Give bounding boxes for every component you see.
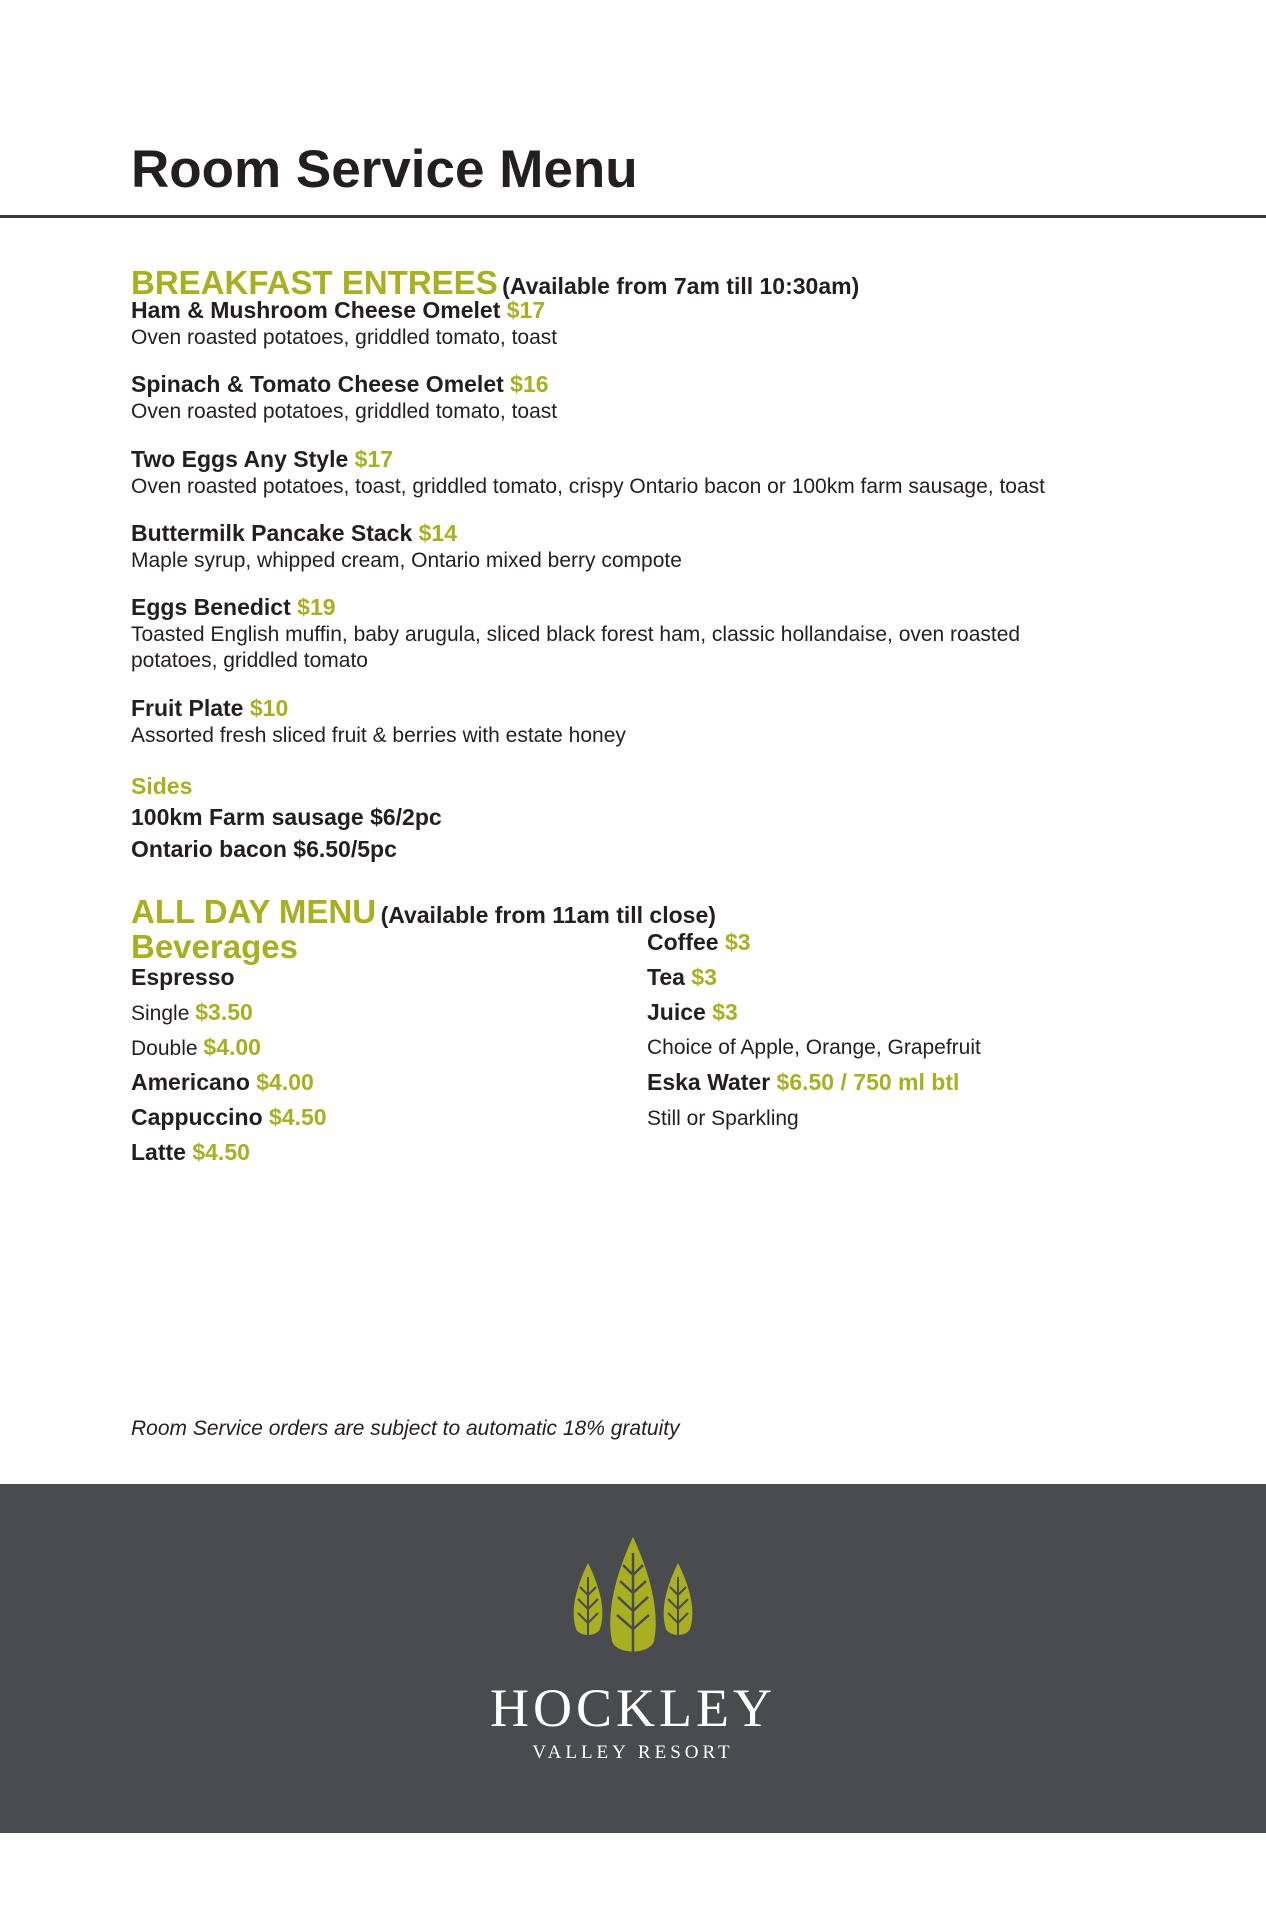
- beverage-item: Coffee $3: [647, 929, 751, 955]
- title-divider: [0, 215, 1266, 218]
- menu-item-price: $14: [418, 520, 458, 546]
- beverage-item: Tea $3: [647, 964, 717, 990]
- menu-item-name: Buttermilk Pancake Stack $14: [131, 520, 458, 546]
- breakfast-title: BREAKFAST ENTREES: [131, 264, 498, 301]
- side-item: 100km Farm sausage $6/2pc: [131, 804, 442, 830]
- all-day-availability: (Available from 11am till close): [380, 902, 716, 928]
- beverages-heading: Beverages: [131, 928, 298, 965]
- beverage-item: Americano $4.00: [131, 1069, 314, 1095]
- water-note: Still or Sparkling: [647, 1107, 799, 1130]
- brand-name: HOCKLEY: [490, 1678, 776, 1738]
- menu-item: [131, 520, 1131, 574]
- beverage-price: $4.00: [203, 1034, 261, 1060]
- juice-note: Choice of Apple, Orange, Grapefruit: [647, 1036, 981, 1059]
- menu-item-description: Assorted fresh sliced fruit & berries with estate honey: [131, 724, 626, 747]
- menu-item-name: Fruit Plate $10: [131, 695, 289, 721]
- menu-item-name: Two Eggs Any Style $17: [131, 446, 394, 472]
- menu-item: [131, 297, 1131, 351]
- menu-item-name: Eggs Benedict $19: [131, 594, 336, 620]
- menu-item-description: Oven roasted potatoes, griddled tomato, toast: [131, 326, 558, 349]
- menu-item-price: $10: [249, 695, 289, 721]
- beverage-price: $3.50: [195, 999, 253, 1025]
- beverage-item: Double $4.00: [131, 1034, 261, 1060]
- beverage-price: $4.50: [269, 1104, 327, 1130]
- beverage-price: $4.50: [192, 1139, 250, 1165]
- menu-item-price: $19: [297, 594, 336, 620]
- menu-item: [131, 594, 1091, 674]
- beverage-item: Latte $4.50: [131, 1139, 250, 1165]
- menu-item-description: Maple syrup, whipped cream, Ontario mixed berry compote: [131, 549, 682, 572]
- beverage-price: $3: [712, 999, 738, 1025]
- page-title: Room Service Menu: [131, 140, 638, 199]
- beverage-item: Single $3.50: [131, 999, 253, 1025]
- menu-item-name: Spinach & Tomato Cheese Omelet $16: [131, 371, 549, 397]
- menu-item: [131, 446, 1131, 500]
- menu-item-name: Ham & Mushroom Cheese Omelet $17: [131, 297, 546, 323]
- beverage-price: $3: [724, 929, 751, 955]
- beverage-item: Cappuccino $4.50: [131, 1104, 327, 1130]
- menu-item-price: $17: [354, 446, 394, 472]
- menu-item-price: $16: [510, 371, 549, 397]
- menu-item: [131, 371, 1131, 425]
- espresso-label: Espresso: [131, 964, 235, 990]
- beverage-price: $6.50 / 750 ml btl: [776, 1069, 960, 1095]
- menu-item-description: Toasted English muffin, baby arugula, sliced black forest ham, classic hollandaise, oven roasted potatoes, griddled tomato: [131, 623, 1021, 672]
- all-day-heading: [131, 895, 716, 928]
- menu-item-price: $17: [506, 297, 546, 323]
- three-trees-icon: [566, 1537, 700, 1663]
- sides-heading: Sides: [131, 773, 193, 799]
- beverage-price: $3: [691, 964, 717, 990]
- menu-item-description: Oven roasted potatoes, griddled tomato, toast: [131, 400, 558, 423]
- breakfast-availability: (Available from 7am till 10:30am): [502, 273, 860, 299]
- gratuity-note: Room Service orders are subject to automatic 18% gratuity: [131, 1417, 680, 1440]
- beverage-item: Eska Water $6.50 / 750 ml btl: [647, 1069, 960, 1095]
- all-day-title: ALL DAY MENU: [131, 893, 377, 930]
- breakfast-heading: [131, 266, 859, 299]
- side-item: Ontario bacon $6.50/5pc: [131, 836, 397, 862]
- beverage-price: $4.00: [256, 1069, 314, 1095]
- brand-tagline: VALLEY RESORT: [532, 1742, 734, 1763]
- menu-item: [131, 695, 1131, 749]
- beverage-item: Juice $3: [647, 999, 738, 1025]
- menu-item-description: Oven roasted potatoes, toast, griddled tomato, crispy Ontario bacon or 100km farm sausage, toast: [131, 475, 1045, 498]
